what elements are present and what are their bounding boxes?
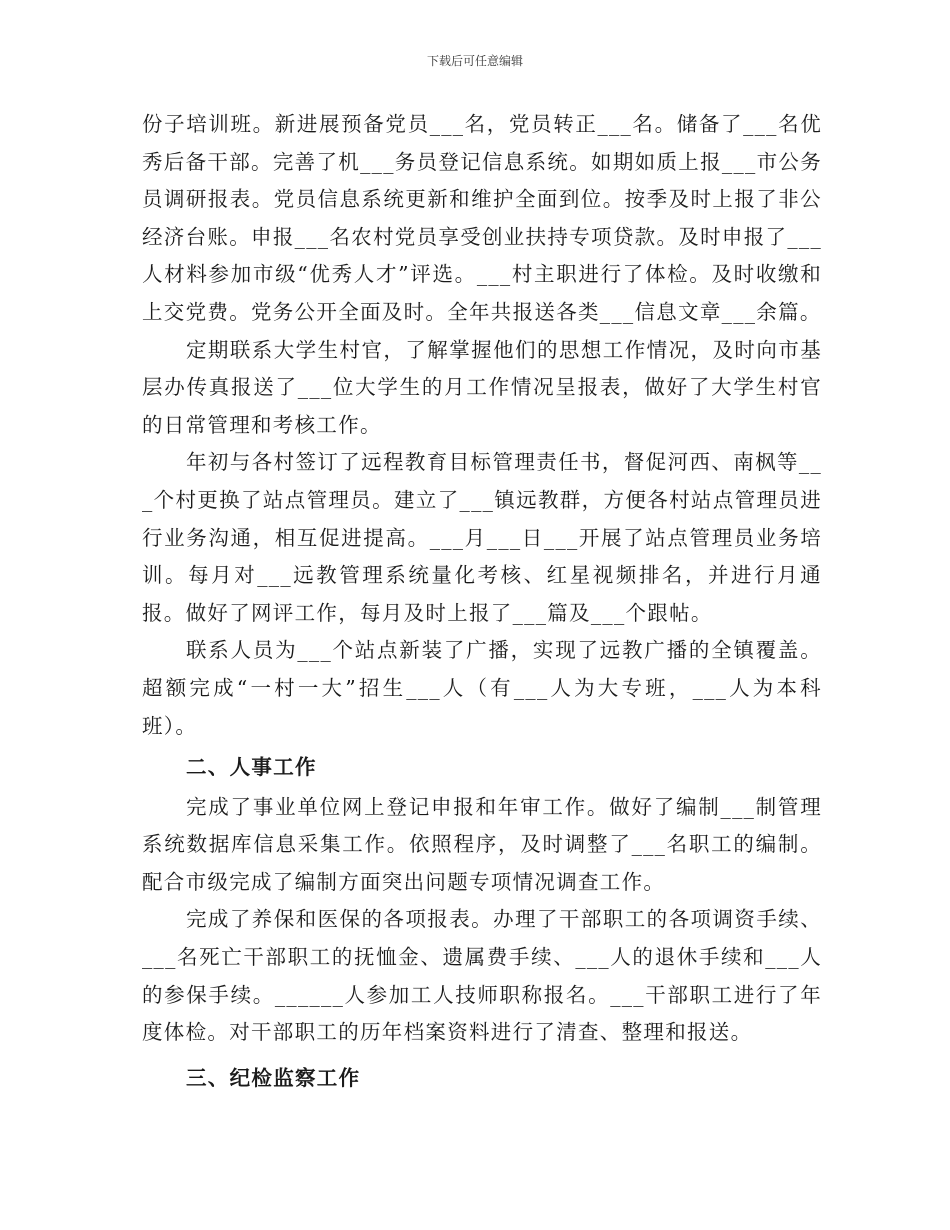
section-heading-personnel: 二、人事工作: [186, 755, 317, 780]
paragraph-staffing: 完成了事业单位网上登记申报和年审工作。做好了编制___制管理系统数据库信息采集工作。依照程序，及时调整了___名职工的编制。配合市级完成了编制方面突出问题专项情况调查工作。: [142, 794, 822, 894]
paragraph-broadcast: 联系人员为___个站点新装了广播，实现了远教广播的全镇覆盖。超额完成“一村一大”招生___人（有___人为大专班，___人为本科班）。: [142, 638, 822, 738]
paragraph-remote-education: 年初与各村签订了远程教育目标管理责任书，督促河西、南枫等___个村更换了站点管理员。建立了___镇远教群，方便各村站点管理员进行业务沟通，相互促进提高。___月___日___开展了站点管理员业务培训。每月对___远教管理系统量化考核、红星视频排名，并进行月通报。做好了网评工作，每月及时上报了___篇及___个跟帖。: [142, 450, 822, 625]
paragraph-party-work-continued: 份子培训班。新进展预备党员___名，党员转正___名。储备了___名优秀后备干部。完善了机___务员登记信息系统。如期如质上报___市公务员调研报表。党员信息系统更新和维护全面到位。按季及时上报了非公经济台账。申报___名农村党员享受创业扶持专项贷款。及时申报了___人材料参加市级“优秀人才”评选。___村主职进行了体检。及时收缴和上交党费。党务公开全面及时。全年共报送各类___信息文章___余篇。: [142, 112, 822, 324]
paragraph-insurance: 完成了养保和医保的各项报表。办理了干部职工的各项调资手续、___名死亡干部职工的抚恤金、遗属费手续、___人的退休手续和___人的参保手续。______人参加工人技师职称报名。___干部职工进行了年度体检。对干部职工的历年档案资料进行了清查、整理和报送。: [142, 907, 822, 1045]
page-header-note: 下载后可任意编辑: [426, 54, 523, 68]
paragraph-village-officials: 定期联系大学生村官，了解掌握他们的思想工作情况，及时向市基层办传真报送了___位大学生的月工作情况呈报表，做好了大学生村官的日常管理和考核工作。: [142, 337, 822, 437]
document-body: [142, 106, 822, 1097]
section-heading-discipline: 三、纪检监察工作: [186, 1065, 361, 1090]
